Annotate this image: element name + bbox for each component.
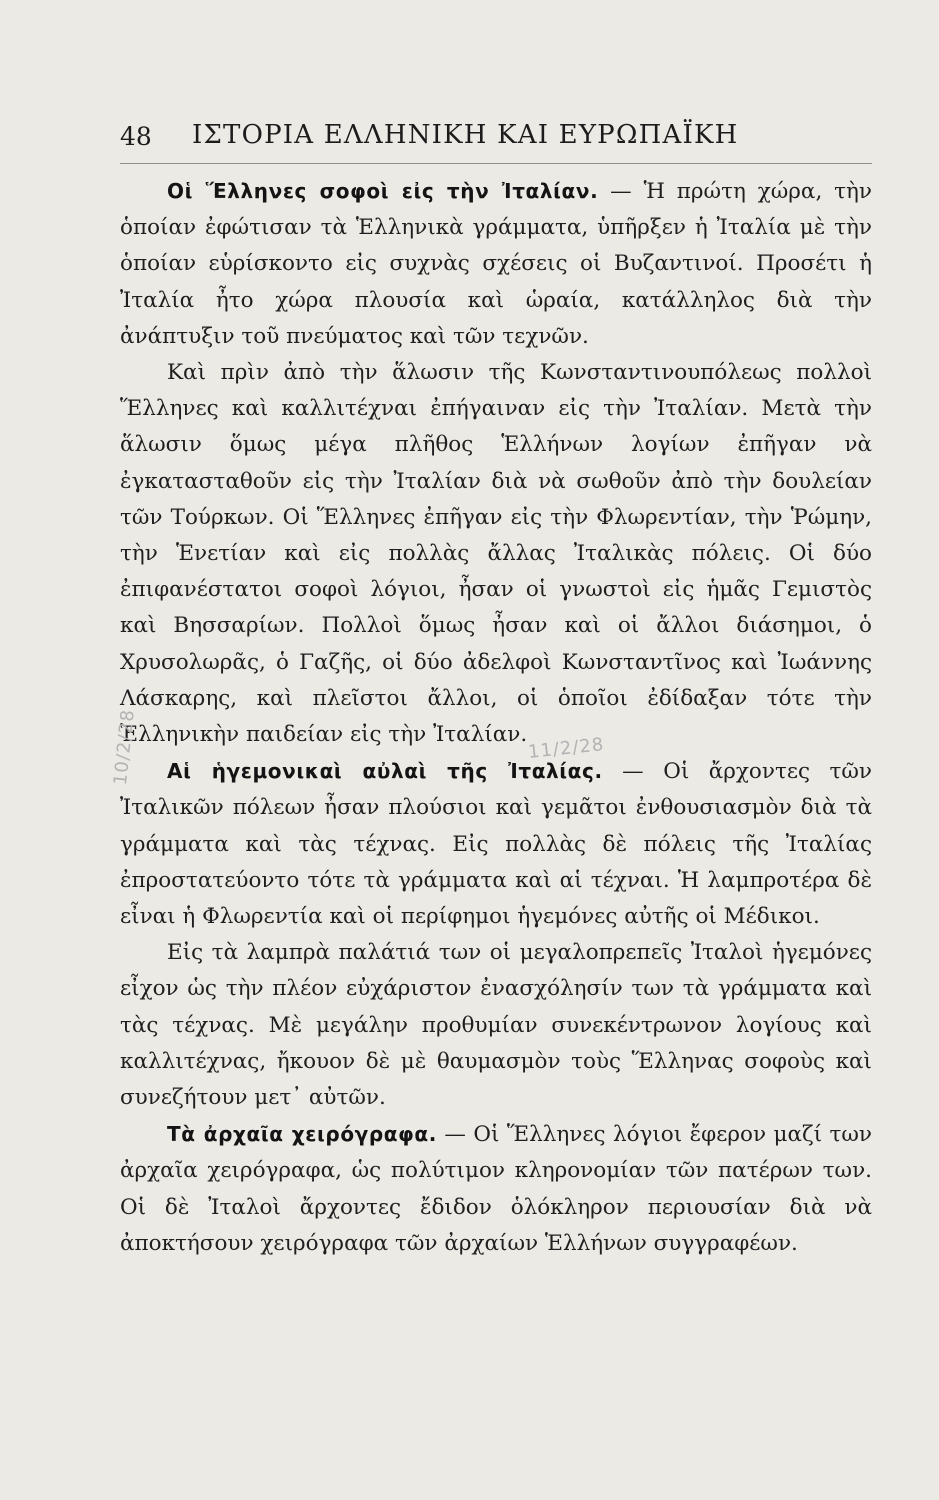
section-3-para-1-text: Οἱ Ἕλληνες λόγιοι ἔφερον μαζί των ἀρχαῖα χειρόγραφα, ὡς πολύτιμον κληρονομίαν τῶν πατέρων των. Οἱ δὲ Ἰταλοὶ ἄρχοντες ἔδιδον ὁλόκληρον περιουσίαν διὰ νὰ ἀποκτήσουν χειρόγραφα τῶν ἀρχαίων Ἑλλήνων συγγραφέων. — [120, 1122, 873, 1256]
section-2-para-1-text: Οἱ ἄρχοντες τῶν Ἰταλικῶν πόλεων ἦσαν πλούσιοι καὶ γεμᾶτοι ἐνθουσιασμὸν διὰ τὰ γράμματα καὶ τὰς τέχνας. Εἰς πολλὰς δὲ πόλεις τῆς Ἰταλίας ἐπροστατεύοντο τότε τὰ γράμματα καὶ αἱ τέχναι. Ἡ λαμπροτέρα δὲ εἶναι ἡ Φλωρεντία καὶ οἱ περίφημοι ἡγεμόνες αὐτῆς οἱ Μέδικοι. — [120, 759, 873, 930]
section-3-title: Τὰ ἀρχαῖα χειρόγραφα. — [167, 1122, 437, 1147]
page-body — [120, 173, 872, 1262]
section-2-para-2 — [120, 935, 872, 1116]
header-rule — [120, 163, 872, 164]
section-3-para-1 — [120, 1116, 872, 1262]
pencil-date-margin: 10/2/28 — [110, 708, 139, 787]
section-2-para-2-text: Εἰς τὰ λαμπρὰ παλάτιά των οἱ μεγαλοπρεπεῖς Ἰταλοὶ ἡγεμόνες εἶχον ὡς τὴν πλέον εὐχάριστον ἐνασχόλησίν των τὰ γράμματα καὶ τὰς τέχνας. Μὲ μεγάλην προθυμίαν συνεκέντρωνον λογίους καὶ καλλιτέχνας, ἤκουον δὲ μὲ θαυμασμὸν τοὺς Ἕλληνας σοφοὺς καὶ συνεζήτουν μετ᾽ αὐτῶν. — [120, 940, 872, 1111]
section-1-dash: — — [598, 179, 644, 204]
section-2-title: Αἱ ἡγεμονικαὶ αὐλαὶ τῆς Ἰταλίας. — [167, 759, 603, 784]
section-1-para-1 — [120, 173, 872, 355]
section-1-para-2 — [120, 355, 872, 753]
section-1-para-1-text: Ἡ πρώτη χώρα, τὴν ὁποίαν ἐφώτισαν τὰ Ἑλληνικὰ γράμματα, ὑπῆρξεν ἡ Ἰταλία μὲ τὴν ὁποίαν εὑρίσκοντο εἰς συχνὰς σχέσεις οἱ Βυζαντινοί. Προσέτι ἡ Ἰταλία ἦτο χώρα πλουσία καὶ ὡραία, κατάλληλος διὰ τὴν ἀνάπτυξιν τοῦ πνεύματος καὶ τῶν τεχνῶν. — [120, 179, 872, 349]
section-2-para-1 — [120, 753, 872, 935]
section-1-para-2-text: Καὶ πρὶν ἀπὸ τὴν ἅλωσιν τῆς Κωνσταντινουπόλεως πολλοὶ Ἕλληνες καὶ καλλιτέχναι ἐπήγαιναν εἰς τὴν Ἰταλίαν. Μετὰ τὴν ἅλωσιν ὅμως μέγα πλῆθος Ἑλλήνων λογίων ἐπῆγαν νὰ ἐγκατασταθοῦν εἰς τὴν Ἰταλίαν διὰ νὰ σωθοῦν ἀπὸ τὴν δουλείαν τῶν Τούρκων. Οἱ Ἕλληνες ἐπῆγαν εἰς τὴν Φλωρεντίαν, τὴν Ῥώμην, τὴν Ἑνετίαν καὶ εἰς πολλὰς ἄλλας Ἰταλικὰς πόλεις. Οἱ δύο ἐπιφανέστατοι σοφοὶ λόγιοι, ἦσαν οἱ γνωστοὶ εἰς ἡμᾶς Γεμιστὸς καὶ Βησσαρίων. Πολλοὶ ὅμως ἦσαν καὶ οἱ ἄλλοι διάσημοι, ὁ Χρυσολωρᾶς, ὁ Γαζῆς, οἱ δύο ἀδελφοὶ Κωνσταντῖνος καὶ Ἰωάννης Λάσκαρης, καὶ πλεῖστοι ἄλλοι, οἱ ὁποῖοι ἐδίδαξαν τότε τὴν Ἑλληνικὴν παιδείαν εἰς τὴν Ἰταλίαν. — [120, 360, 872, 748]
running-title: ΙΣΤΟΡΙΑ ΕΛΛΗΝΙΚΗ ΚΑΙ ΕΥΡΩΠΑΪΚΗ — [192, 120, 739, 150]
pencil-date-inline: 11/2/28 — [527, 734, 606, 763]
page-header — [120, 120, 872, 160]
section-3-dash: — — [436, 1122, 474, 1148]
section-1-title: Οἱ Ἕλληνες σοφοὶ εἰς τὴν Ἰταλίαν. — [167, 179, 599, 203]
section-2-dash: — — [602, 759, 664, 785]
page-number: 48 — [120, 122, 152, 151]
